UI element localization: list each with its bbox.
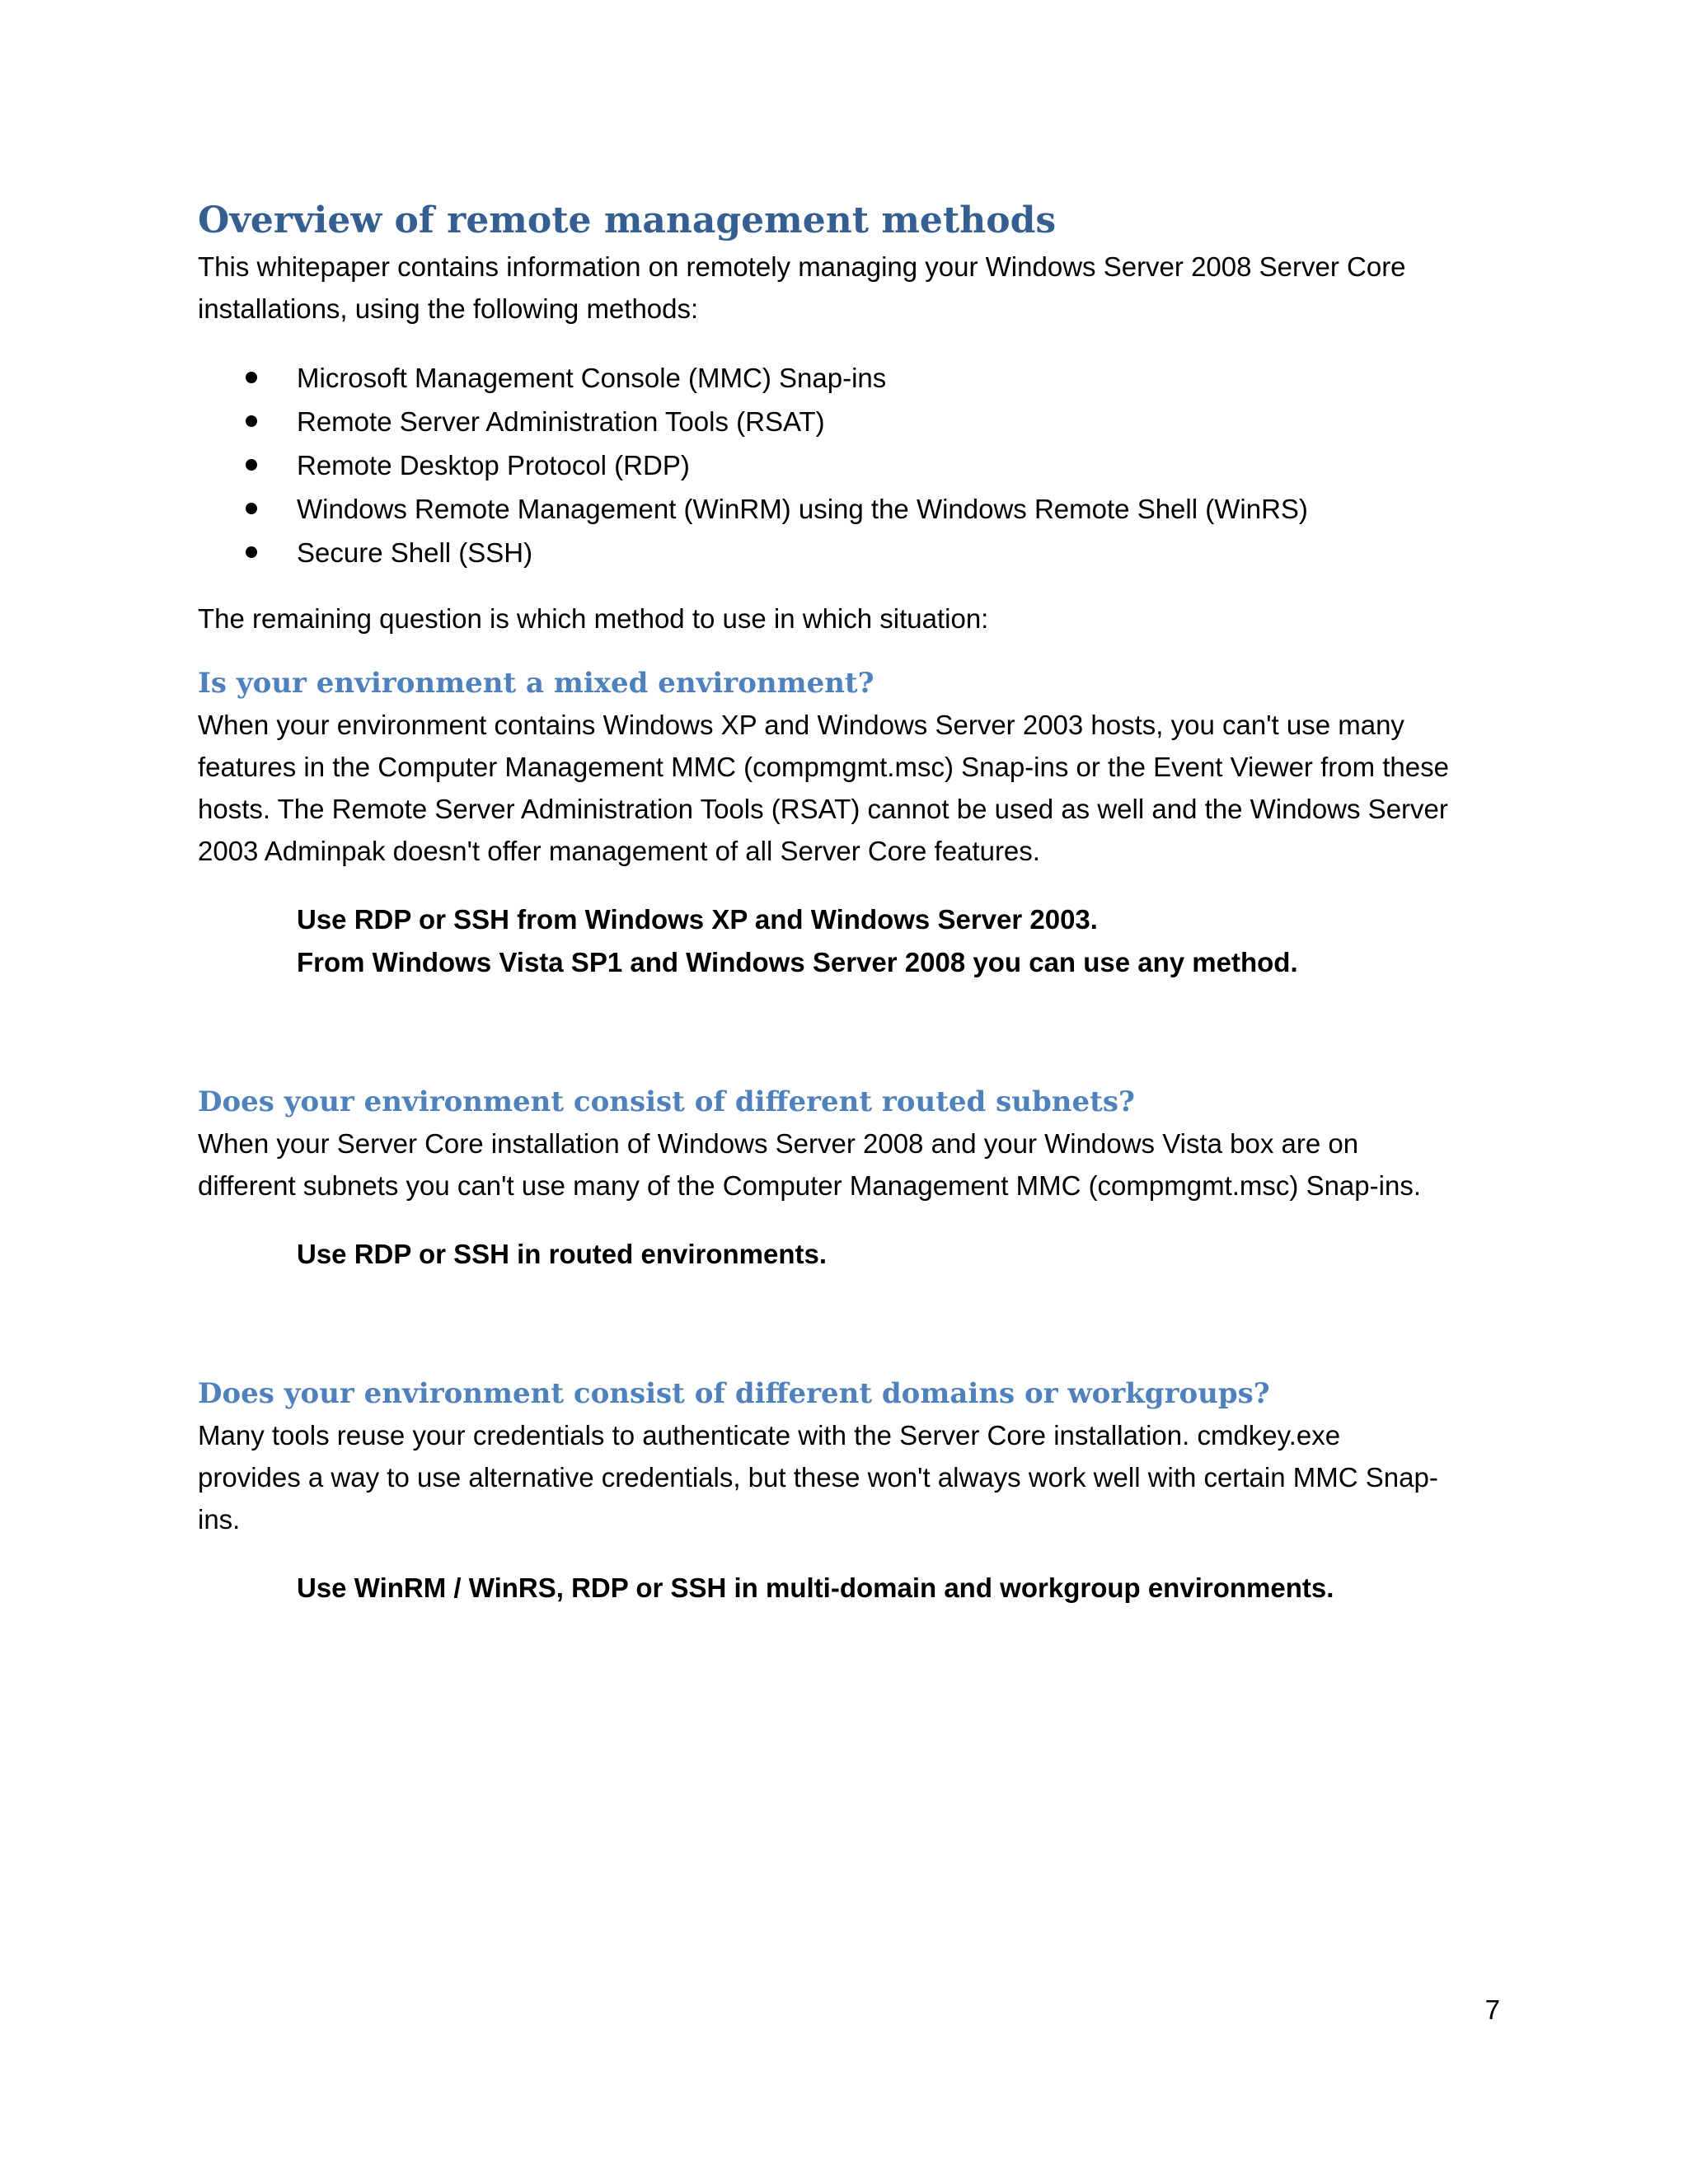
- paragraph-line: Many tools reuse your credentials to authenticate with the Server Core installation. cmdkey.exe: [198, 1420, 1341, 1451]
- bullet-icon: [246, 459, 257, 471]
- callout-line: From Windows Vista SP1 and Windows Server 2008 you can use any method.: [297, 947, 1298, 977]
- list-item-text: Microsoft Management Console (MMC) Snap-ins: [297, 363, 887, 393]
- list-item-text: Secure Shell (SSH): [297, 537, 533, 568]
- list-item: [198, 443, 1500, 487]
- intro-line-1: This whitepaper contains information on remotely managing your Windows Server 2008 Server Core: [198, 251, 1406, 282]
- question-paragraph: The remaining question is which method to use in which situation:: [198, 603, 989, 634]
- intro-paragraph: [198, 246, 1500, 330]
- list-item: [198, 531, 1500, 574]
- list-item-text: Windows Remote Management (WinRM) using the Windows Remote Shell (WinRS): [297, 494, 1308, 524]
- list-item-text: Remote Desktop Protocol (RDP): [297, 450, 690, 480]
- callout-line: Use RDP or SSH from Windows XP and Windows Server 2003.: [297, 904, 1098, 935]
- paragraph-line: features in the Computer Management MMC (compmgmt.msc) Snap-ins or the Event Viewer from these: [198, 752, 1449, 782]
- section-heading-domains: Does your environment consist of different domains or workgroups?: [198, 1377, 1270, 1410]
- paragraph-line: different subnets you can't use many of the Computer Management MMC (compmgmt.msc) Snap-ins.: [198, 1170, 1421, 1201]
- mixed-paragraph: [198, 704, 1500, 872]
- paragraph-line: hosts. The Remote Server Administration Tools (RSAT) cannot be used as well and the Windows Server: [198, 794, 1448, 824]
- bullet-icon: [246, 546, 257, 558]
- list-item-text: Remote Server Administration Tools (RSAT): [297, 406, 825, 437]
- bullet-icon: [246, 503, 257, 514]
- intro-line-2: installations, using the following methods:: [198, 293, 699, 324]
- bullet-icon: [246, 415, 257, 427]
- paragraph-line: provides a way to use alternative credentials, but these won't always work well with certain MMC Snap-: [198, 1462, 1438, 1493]
- domains-paragraph: [198, 1414, 1500, 1540]
- section-heading-subnets: Does your environment consist of different routed subnets?: [198, 1085, 1135, 1118]
- page-number: 7: [1484, 1994, 1500, 2025]
- paragraph-line: When your Server Core installation of Windows Server 2008 and your Windows Vista box are on: [198, 1128, 1359, 1159]
- paragraph-line: 2003 Adminpak doesn't offer management of all Server Core features.: [198, 836, 1040, 866]
- paragraph-line: ins.: [198, 1504, 241, 1535]
- subnets-paragraph: [198, 1122, 1500, 1207]
- domains-callout: Use WinRM / WinRS, RDP or SSH in multi-domain and workgroup environments.: [297, 1572, 1334, 1603]
- subnets-callout: Use RDP or SSH in routed environments.: [297, 1239, 828, 1269]
- list-item: [198, 487, 1500, 531]
- page-content: [198, 196, 1500, 1610]
- methods-list: [198, 356, 1500, 574]
- list-item: [198, 356, 1500, 400]
- paragraph-line: When your environment contains Windows XP and Windows Server 2003 hosts, you can't use many: [198, 710, 1404, 740]
- mixed-callout: [297, 898, 1500, 984]
- list-item: [198, 400, 1500, 443]
- section-heading-overview: Overview of remote management methods: [198, 199, 1057, 241]
- bullet-icon: [246, 372, 257, 383]
- section-heading-mixed: Is your environment a mixed environment?: [198, 667, 874, 700]
